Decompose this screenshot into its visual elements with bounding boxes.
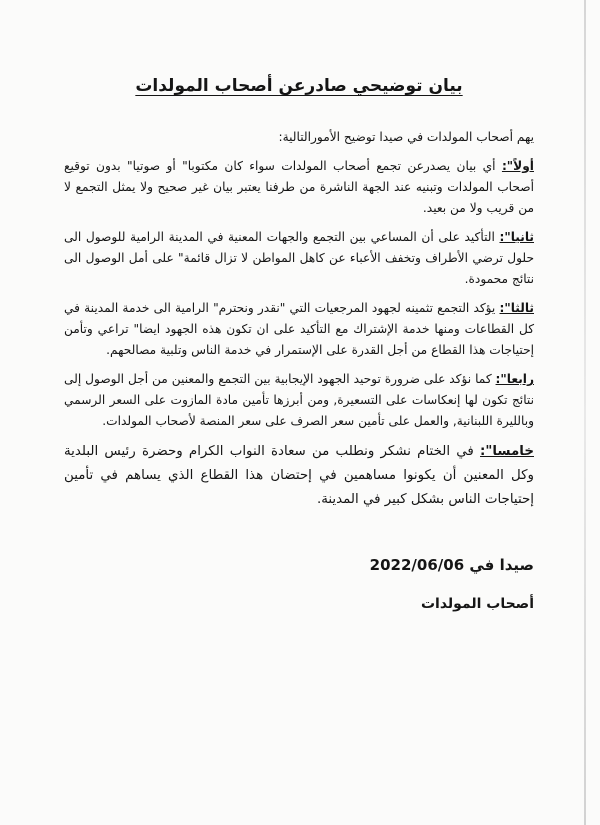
date-line: صيدا في 2022/06/06: [369, 556, 534, 574]
signature-line: أصحاب المولدات: [420, 596, 534, 612]
paragraph-text: في الختام نشكر ونطلب من سعادة النواب الكرام وحضرة رئيس البلدية وكل المعنين أن يكونوا مساهمين في إحتضان هذا القطاع الذي يساهم في تأمين إحتياجات الناس بشكل كبير في المدينة.: [64, 444, 534, 507]
paragraph-text: كما نؤكد على ضرورة توحيد الجهود الإيجابية بين التجمع والمعنين من أجل الوصول إلى نتائج تكون لها إنعكاسات على التسعيرة, ومن أبرزها تأمين مادة المازوت على السعر الرسمي وبالليرة اللبنانية, والعمل على تأمين سعر الصرف على سعر المنصة لأصحاب المولدات.: [64, 372, 534, 428]
page-edge-shadow: [584, 0, 586, 825]
paragraph-lead: ثالثا":: [499, 301, 534, 315]
paragraph-lead: رابعا":: [495, 372, 534, 386]
statement-body: [64, 76, 534, 612]
paragraph-lead: خامسا":: [480, 444, 534, 459]
paragraph-text: يؤكد التجمع تثمينه لجهود المرجعيات التي "نقدر ونحترم" الرامية الى خدمة المدينة في كل القطاعات ومنها خدمة الإشتراك مع التأكيد على ان تكون هذه الجهود ايضا" تراعي وتأمن إحتياجات هذا القطاع من أجل القدرة على الإستمرار في خدمة الناس وتلبية مصالحهم.: [64, 301, 534, 357]
paragraph-text: التأكيد على أن المساعي بين التجمع والجهات المعنية في المدينة الرامية للوصول الى حلول ترضي الأطراف وتخفف الأعباء عن كاهل المواطن لا تزال قائمة" على أمل الوصول الى نتائج محمودة.: [64, 230, 534, 286]
paragraph-third: [64, 298, 534, 361]
paragraph-second: [64, 227, 534, 290]
paragraph-fifth: [64, 440, 534, 512]
document-title: بيان توضيحي صادرعن أصحاب المولدات: [135, 76, 463, 96]
paragraph-fourth: [64, 369, 534, 432]
intro-line: يهم أصحاب المولدات في صيدا توضيح الأمورالتالية:: [278, 130, 534, 144]
paragraph-lead: أولاً":: [501, 159, 534, 173]
paragraph-text: أي بيان يصدرعن تجمع أصحاب المولدات سواء كان مكتوبا" أو صوتيا" بدون توقيع أصحاب المولدات وتبنيه عند الجهة الناشرة من طرفنا يعتبر بيان غير صحيح ولا يمثل التجمع لا من قريب ولا من بعيد.: [64, 159, 534, 215]
paragraph-first: [64, 156, 534, 219]
paragraph-lead: ثانيا":: [499, 230, 534, 244]
